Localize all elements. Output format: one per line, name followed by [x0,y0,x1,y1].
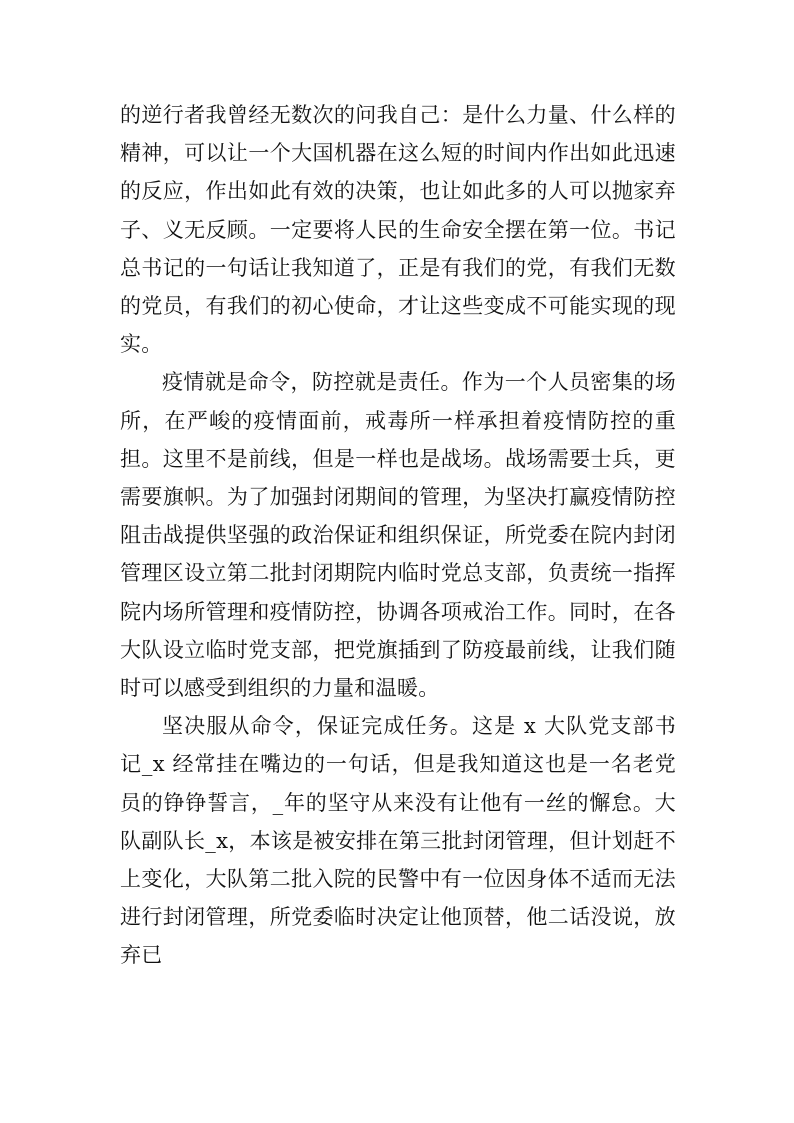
paragraph-3: 坚决服从命令，保证完成任务。这是 x 大队党支部书记_x 经常挂在嘴边的一句话，但是我知道这也是一名老党员的铮铮誓言，_年的坚守从来没有让他有一丝的懈怠。大队副队长_x，本该是被安排在第三批封闭管理，但计划赶不上变化，大队第二批入院的民警中有一位因身体不适而无法进行封闭管理，所党委临时决定让他顶替，他二话没说，放弃已 [120,714,676,968]
paragraph-2: 疫情就是命令，防控就是责任。作为一个人员密集的场所，在严峻的疫情面前，戒毒所一样承担着疫情防控的重担。这里不是前线，但是一样也是战场。战场需要士兵，更需要旗帜。为了加强封闭期间的管理，为坚决打赢疫情防控阻击战提供坚强的政治保证和组织保证，所党委在院内封闭管理区设立第二批封闭期院内临时党总支部，负责统一指挥院内场所管理和疫情防控，协调各项戒治工作。同时，在各大队设立临时党支部，把党旗插到了防疫最前线，让我们随时可以感受到组织的力量和温暖。 [120,370,676,701]
document-body [120,96,676,975]
paragraph-1: 的逆行者我曾经无数次的问我自己：是什么力量、什么样的精神，可以让一个大国机器在这么短的时间内作出如此迅速的反应，作出如此有效的决策，也让如此多的人可以抛家弃子、义无反顾。一定要将人民的生命安全摆在第一位。书记总书记的一句话让我知道了，正是有我们的党，有我们无数的党员，有我们的初心使命，才让这些变成不可能实现的现实。 [120,103,676,357]
